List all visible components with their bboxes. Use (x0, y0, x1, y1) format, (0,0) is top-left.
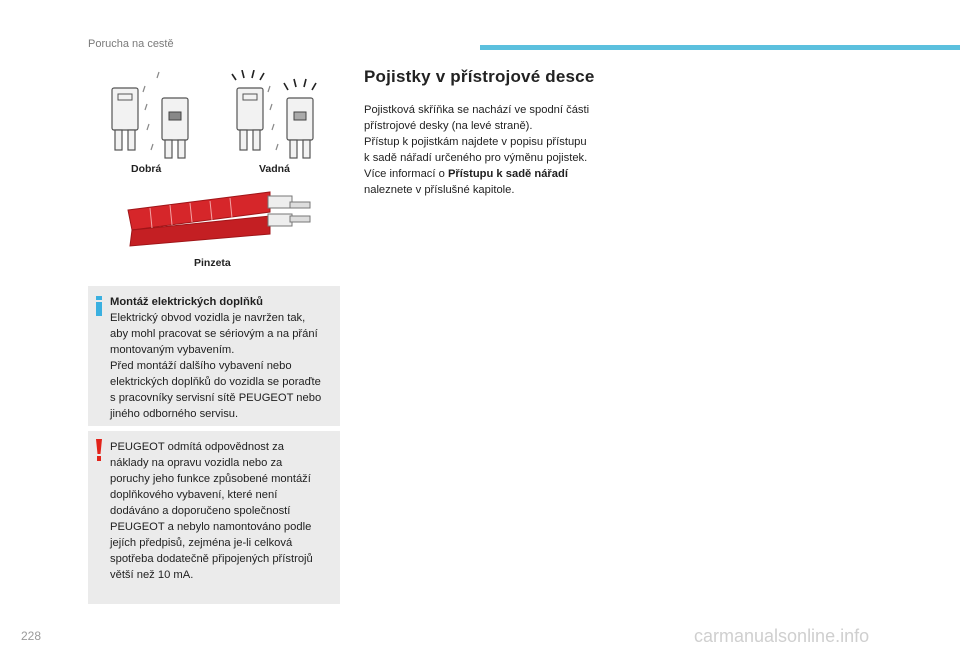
warning-box-text (110, 439, 340, 583)
warning-line: jejích předpisů, zejména je-li celková (110, 537, 293, 549)
info-box (88, 286, 340, 426)
warning-line: PEUGEOT a nebylo namontováno podle (110, 521, 312, 533)
blown-fuse-illustration (230, 70, 325, 160)
info-line: elektrických doplňků do vozidla se poraďte (110, 376, 321, 388)
warning-icon (94, 439, 104, 461)
info-line: Před montáží dalšího vybavení nebo (110, 360, 292, 372)
info-line: Elektrický obvod vozidla je navržen tak, (110, 312, 306, 324)
warning-line: PEUGEOT odmítá odpovědnost za (110, 441, 284, 453)
main-line-prefix: Více informací o (364, 168, 448, 180)
page-title: Pojistky v přístrojové desce (364, 67, 595, 86)
header-accent-bar (480, 45, 960, 50)
main-line: přístrojové desky (na levé straně). (364, 120, 533, 132)
warning-line: náklady na opravu vozidla nebo za (110, 457, 283, 469)
page-number: 228 (21, 629, 42, 643)
info-line: s pracovníky servisní sítě PEUGEOT nebo (110, 392, 322, 404)
fuse-tweezers-illustration (120, 190, 320, 250)
tool-kit-access-reference: Přístupu k sadě nářadí (447, 168, 568, 180)
main-line: naleznete v příslušné kapitole. (364, 184, 515, 196)
warning-box (88, 431, 340, 604)
warning-line: spotřeba dodatečně připojených přístrojů (110, 553, 313, 565)
watermark: carmanualsonline.info (694, 626, 870, 646)
main-line (364, 166, 614, 182)
main-line: Přístup k pojistkám najdete v popisu přístupu (364, 136, 587, 148)
info-line: jiného odborného servisu. (110, 408, 239, 420)
warning-line: dodáváno a doporučeno společností (110, 505, 291, 517)
main-line: k sadě nářadí určeného pro výměnu pojistek. (364, 152, 588, 164)
main-line: Pojistková skříňka se nachází ve spodní části (364, 104, 590, 116)
main-paragraph (364, 102, 614, 198)
good-fuse-illustration (105, 70, 195, 160)
tweezers-label: Pinzeta (194, 257, 231, 269)
info-icon (93, 296, 105, 316)
warning-line: poruchy jeho funkce způsobené montáží (110, 473, 311, 485)
blown-fuse-label: Vadná (259, 163, 290, 175)
warning-line: doplňkového vybavení, které není (110, 489, 278, 501)
info-box-text (110, 294, 340, 422)
info-box-title: Montáž elektrických doplňků (110, 296, 263, 308)
section-title: Porucha na cestě (88, 38, 174, 50)
warning-line: větší než 10 mA. (110, 569, 194, 581)
good-fuse-label: Dobrá (131, 163, 162, 175)
info-line: aby mohl pracovat se sériovým a na přání (110, 328, 318, 340)
info-line: montovaným vybavením. (110, 344, 235, 356)
